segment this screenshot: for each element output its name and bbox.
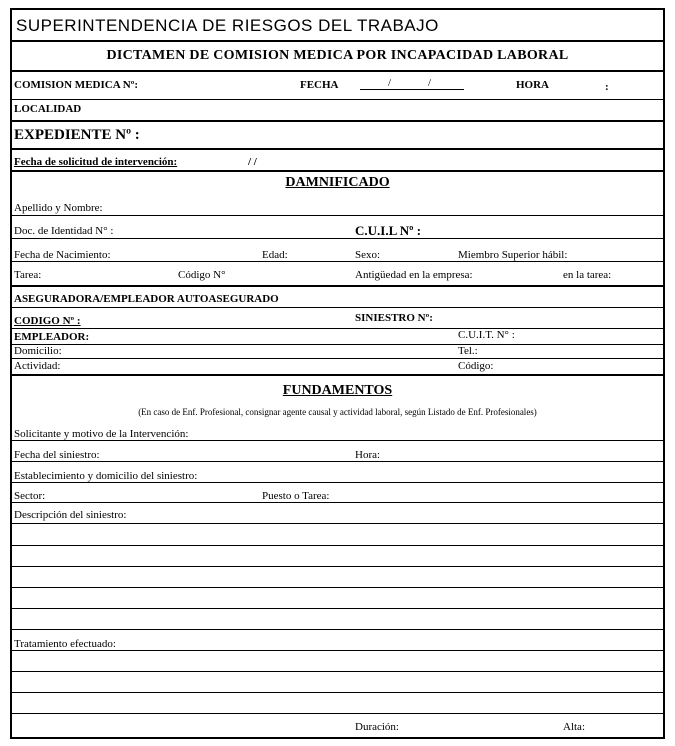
codigo-label: Código N° [178,269,226,281]
damnificado-title: DAMNIFICADO [285,175,390,190]
apellido-label: Apellido y Nombre: [14,202,103,214]
rule [10,461,665,462]
actividad-label: Actividad: [14,360,61,372]
aseguradora-title: ASEGURADORA/EMPLEADOR AUTOASEGURADO [14,293,279,305]
tratamiento-label: Tratamiento efectuado: [14,638,116,650]
fundamentos-note: (En caso de Enf. Profesional, consignar agente causal y actividad laboral, según Listado de Enf. Profesionales) [138,407,537,417]
miembro-label: Miembro Superior hábil: [458,249,568,261]
puesto-label: Puesto o Tarea: [262,490,330,502]
rule [10,261,665,262]
hora-colon: : [605,81,609,93]
codigo-aseg-label: CODIGO Nº : [14,315,81,327]
rule [10,482,665,483]
rule [10,692,665,693]
rule [10,238,665,239]
rule [10,566,665,567]
fecha-label: FECHA [300,79,339,91]
localidad-label: LOCALIDAD [14,103,82,115]
solicitud-label: Fecha de solicitud de intervención: [14,156,178,168]
fecha-siniestro-label: Fecha del siniestro: [14,449,100,461]
rule [10,587,665,588]
siniestro-label: SINIESTRO Nº: [355,312,433,324]
rule [10,148,665,150]
antiguedad-label: Antigüedad en la empresa: [355,269,473,281]
alta-label: Alta: [563,721,585,733]
rule [10,70,665,72]
hora-siniestro-label: Hora: [355,449,381,461]
agency-title: SUPERINTENDENCIA DE RIESGOS DEL TRABAJO [16,16,439,35]
sector-label: Sector: [14,490,46,502]
hora-label: HORA [516,79,549,91]
rule [10,40,665,42]
cuit-label: C.U.I.T. N° : [458,329,515,341]
solicitud-slashes: / / [248,156,257,168]
rule [10,170,665,172]
rule [10,344,665,345]
codigo2-label: Código: [458,360,494,372]
fecha-field[interactable] [360,77,464,90]
rule [10,440,665,441]
rule [10,545,665,546]
rule [10,215,665,216]
sexo-label: Sexo: [355,249,381,261]
en-tarea-label: en la tarea: [563,269,612,281]
rule [10,523,665,524]
nacimiento-label: Fecha de Nacimiento: [14,249,111,261]
empleador-label: EMPLEADOR: [14,331,90,343]
descripcion-label: Descripción del siniestro: [14,509,127,521]
rule [10,713,665,714]
rule [10,99,665,100]
rule [10,608,665,609]
tel-label: Tel.: [458,345,478,357]
establecimiento-label: Establecimiento y domicilio del siniestro: [14,470,198,482]
solicitante-label: Solicitante y motivo de la Intervención: [14,428,189,440]
rule [10,671,665,672]
form-title: DICTAMEN DE COMISION MEDICA POR INCAPACIDAD LABORAL [106,48,569,63]
fundamentos-title: FUNDAMENTOS [282,383,393,398]
tarea-label: Tarea: [14,269,42,281]
rule [10,629,665,630]
rule [10,307,665,308]
domicilio-label: Domicilio: [14,345,62,357]
cuil-label: C.U.I.L Nº : [355,223,422,238]
rule [10,328,665,329]
expediente-label: EXPEDIENTE Nº : [14,127,140,143]
documento-label: Doc. de Identidad N° : [14,225,114,237]
rule [10,502,665,503]
rule [10,650,665,651]
fecha-slash: / [388,77,392,89]
comision-label: COMISION MEDICA Nº: [14,79,139,91]
duracion-label: Duración: [355,721,399,733]
rule [10,120,665,122]
rule [10,374,665,376]
fecha-slash: / [428,77,432,89]
rule [10,358,665,359]
rule [10,285,665,287]
edad-label: Edad: [262,249,288,261]
